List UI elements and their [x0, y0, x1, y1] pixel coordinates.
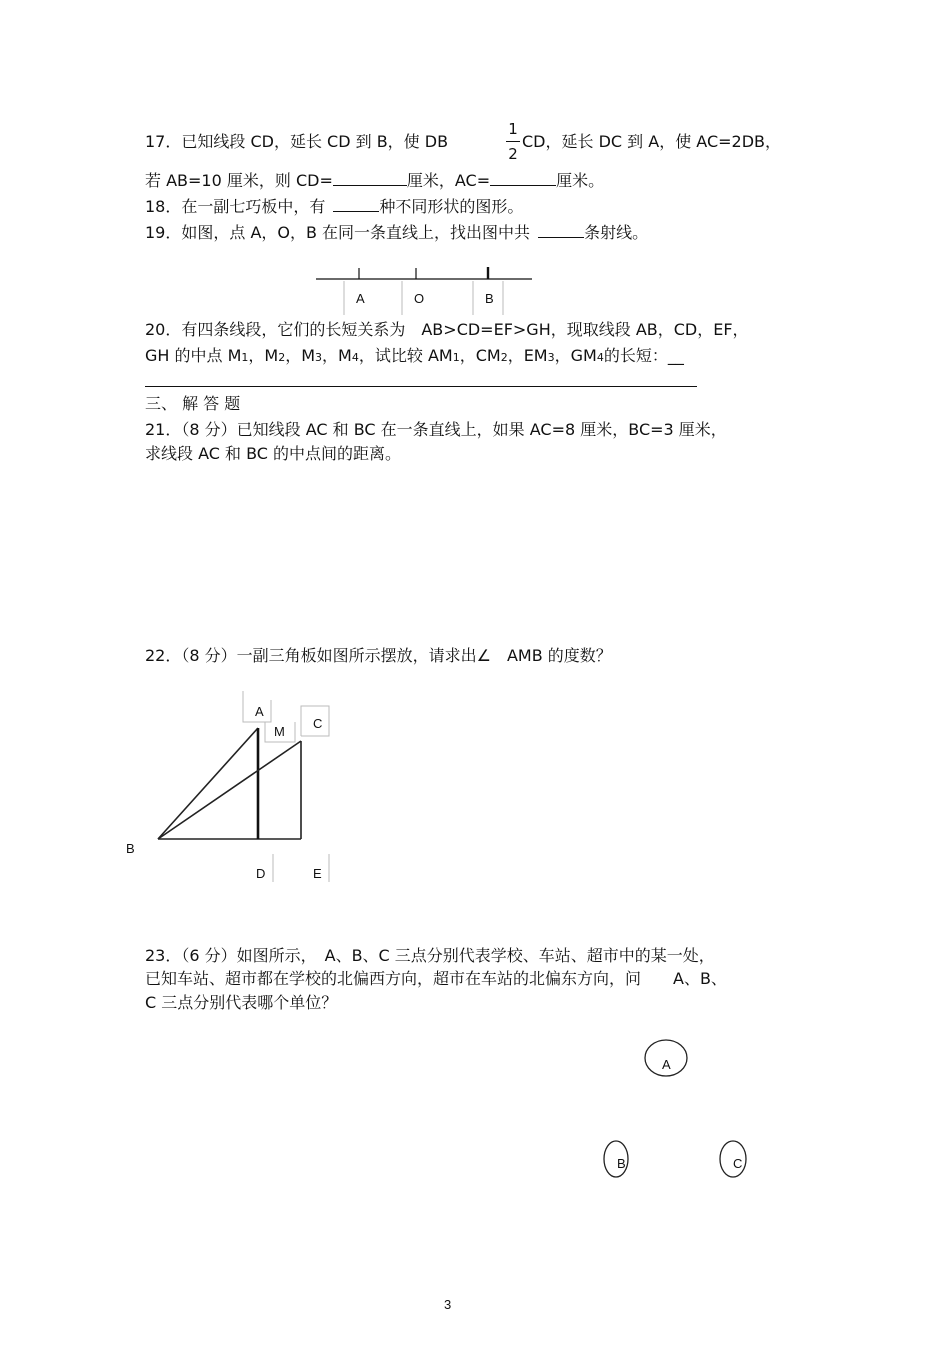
q20-text: ，EM [507, 346, 548, 365]
q20-text: 的长短：__ [603, 346, 684, 365]
q19-part2: 条射线。 [584, 223, 649, 242]
subscript: 1 [452, 351, 460, 364]
q19-part1: 19．如图，点 A，O，B 在同一条直线上，找出图中共 [145, 223, 531, 242]
point-label-e: E [313, 866, 322, 881]
q20-text: ，试比较 AM [358, 346, 453, 365]
fraction-denominator: 2 [508, 145, 518, 163]
q20-text: ，M [322, 346, 352, 365]
q23-line3: C 三点分别代表哪个单位？ [145, 993, 338, 1012]
location-label-b: B [617, 1156, 626, 1171]
q17-line1-part1: 17．已知线段 CD，延长 CD 到 B，使 DB [145, 132, 449, 151]
point-label-d: D [256, 866, 266, 881]
q20-line1: 20．有四条线段，它们的长短关系为 AB>CD=EF>GH，现取线段 AB，CD，EF， [145, 320, 749, 339]
q18-part1: 18．在一副七巧板中，有 [145, 197, 326, 216]
q22-text: 22．（8 分）一副三角板如图所示摆放，请求出∠ AMB 的度数？ [145, 646, 612, 665]
point-label-c: C [313, 716, 323, 731]
q20-text: ，M [248, 346, 279, 365]
subscript: 3 [315, 351, 323, 364]
subscript: 4 [596, 351, 604, 364]
subscript: 2 [278, 351, 286, 364]
subscript: 4 [351, 351, 359, 364]
point-label-b: B [126, 841, 135, 856]
q23-line2: 已知车站、超市都在学校的北偏西方向，超市在车站的北偏东方向，问 A、B、 [145, 969, 727, 988]
q17-line2-part3: 厘米。 [556, 171, 605, 190]
point-label-b: B [485, 291, 494, 306]
location-label-a: A [662, 1057, 671, 1072]
q17-line2-part2: 厘米，AC= [406, 171, 491, 190]
section-heading: 三、 解 答 题 [145, 394, 241, 413]
q21-line1: 21．（8 分）已知线段 AC 和 BC 在一条直线上，如果 AC=8 厘米，BC=3 厘米， [145, 420, 727, 439]
q18-part2: 种不同形状的图形。 [379, 197, 524, 216]
location-label-c: C [733, 1156, 743, 1171]
point-label-m: M [274, 724, 285, 739]
point-label-o: O [414, 291, 425, 306]
subscript: 1 [241, 351, 249, 364]
page-number: 3 [444, 1297, 452, 1312]
q20-text: ，CM [459, 346, 501, 365]
q20-text: GH 的中点 M [145, 346, 242, 365]
q21-line2: 求线段 AC 和 BC 的中点间的距离。 [145, 444, 402, 463]
fraction-numerator: 1 [508, 120, 518, 138]
q20-text: ，GM [554, 346, 597, 365]
point-label-a: A [356, 291, 365, 306]
q17-line2-part1: 若 AB=10 厘米，则 CD= [145, 171, 333, 190]
point-label-a: A [255, 704, 264, 719]
subscript: 3 [547, 351, 555, 364]
subscript: 2 [500, 351, 508, 364]
q23-line1: 23．（6 分）如图所示， A、B、C 三点分别代表学校、车站、超市中的某一处， [145, 946, 715, 965]
q20-text: ，M [285, 346, 316, 365]
q17-line1-part2: CD，延长 DC 到 A，使 AC=2DB， [522, 132, 781, 151]
